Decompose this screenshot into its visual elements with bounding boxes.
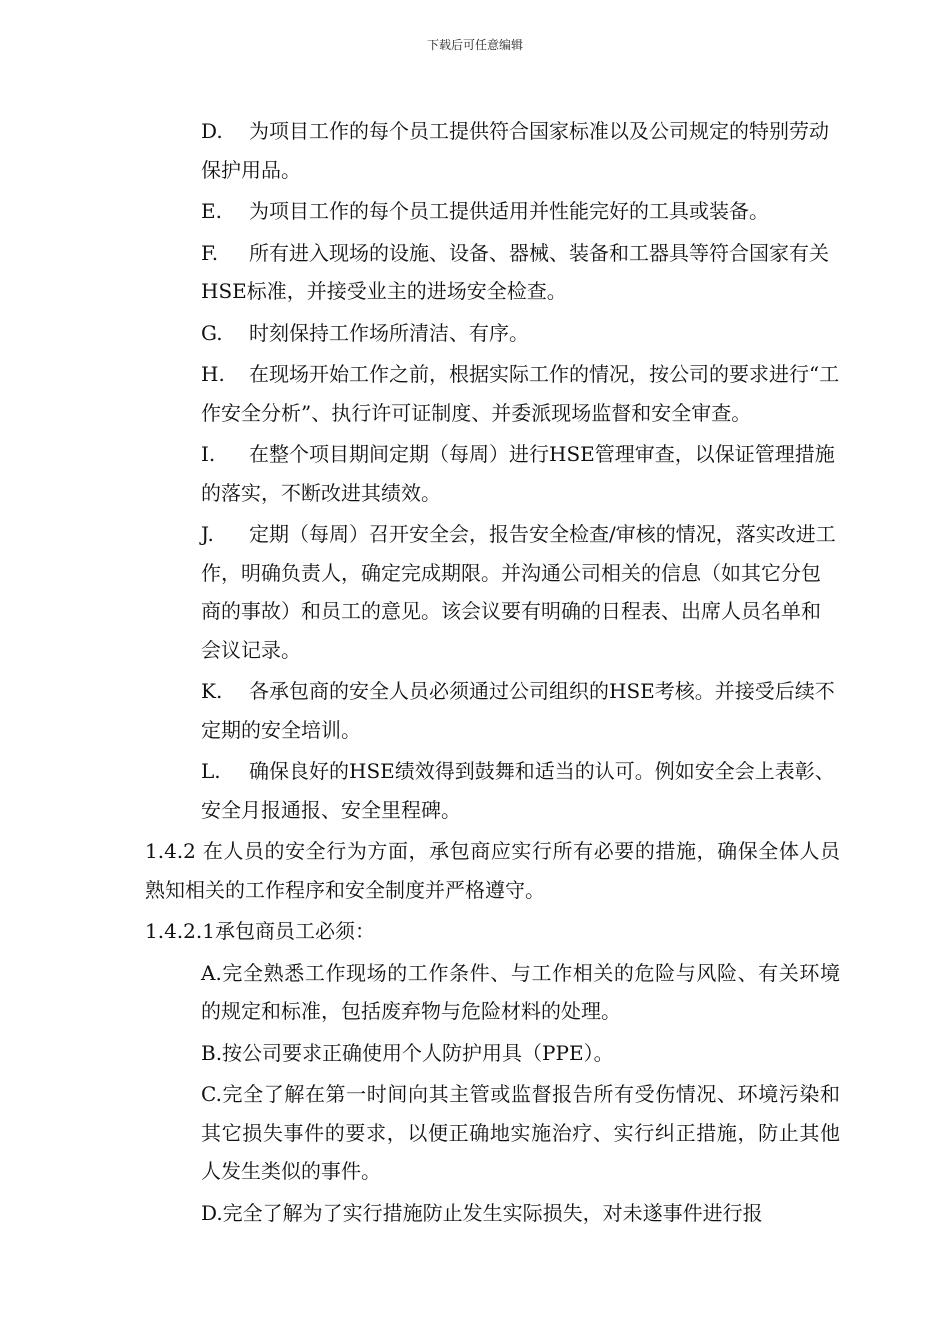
list-marker: I.: [201, 442, 216, 466]
list-marker: L.: [201, 759, 221, 783]
list-text: 时刻保持工作场所清洁、有序。: [249, 320, 529, 345]
list-text: 确保良好的HSE绩效得到鼓舞和适当的认可。例如安全会上表彰、安全月报通报、安全里程碑。: [201, 759, 835, 822]
sub-item-d: D.完全了解为了实行措施防止发生实际损失，对未遂事件进行报: [201, 1200, 763, 1225]
list-text: 各承包商的安全人员必须通过公司组织的HSE考核。并接受后续不定期的安全培训。: [201, 679, 835, 742]
list-marker: K.: [201, 679, 223, 703]
list-marker: H.: [201, 362, 225, 386]
sub-item-b: B.按公司要求正确使用个人防护用具（PPE）。: [201, 1040, 614, 1065]
list-text: 在现场开始工作之前，根据实际工作的情况，按公司的要求进行“工作安全分析”、执行许可证制度、并委派现场监督和安全审查。: [201, 362, 840, 425]
list-item-f: [201, 234, 840, 311]
list-item-e: [201, 192, 840, 231]
list-marker: D.: [201, 119, 223, 143]
sub-item-c: C.完全了解在第一时间向其主管或监督报告所有受伤情况、环境污染和其它损失事件的要求，以便正确地实施治疗、实行纠正措施，防止其他人发生类似的事件。: [201, 1082, 840, 1183]
list-item-g: [201, 314, 840, 353]
section-1-4-2: 1.4.2 在人员的安全行为方面，承包商应实行所有必要的措施，确保全体人员熟知相关的工作程序和安全制度并严格遵守。: [145, 839, 840, 902]
section-1-4-2-1: 1.4.2.1承包商员工必须：: [145, 919, 375, 943]
list-text: 在整个项目期间定期（每周）进行HSE管理审查，以保证管理措施的落实，不断改进其绩效。: [201, 442, 835, 505]
list-item-h: [201, 355, 840, 432]
list-item-k: [201, 672, 840, 749]
list-text: 所有进入现场的设施、设备、器械、装备和工器具等符合国家有关HSE标准，并接受业主的进场安全检查。: [201, 240, 829, 303]
list-marker: E.: [201, 199, 222, 223]
list-text: 定期（每周）召开安全会，报告安全检查/审核的情况，落实改进工作，明确负责人，确定完成期限。并沟通公司相关的信息（如其它分包商的事故）和员工的意见。该会议要有明确的日程表、出席人员名单和会议记录。: [201, 522, 836, 662]
list-text: 为项目工作的每个员工提供符合国家标准以及公司规定的特别劳动保护用品。: [201, 119, 829, 182]
list-text: 为项目工作的每个员工提供适用并性能完好的工具或装备。: [249, 199, 769, 223]
page-header-note: 下载后可任意编辑: [426, 38, 523, 52]
document-body: [145, 112, 840, 1235]
sub-item-a: A.完全熟悉工作现场的工作条件、与工作相关的危险与风险、有关环境的规定和标准，包括废弃物与危险材料的处理。: [201, 960, 840, 1023]
list-item-d: [201, 112, 840, 189]
list-item-l: [201, 752, 840, 829]
list-marker: G.: [201, 320, 223, 345]
list-item-i: [201, 435, 840, 512]
list-item-j: [201, 515, 840, 669]
list-marker: F.: [201, 240, 219, 265]
list-marker: J.: [201, 522, 214, 546]
